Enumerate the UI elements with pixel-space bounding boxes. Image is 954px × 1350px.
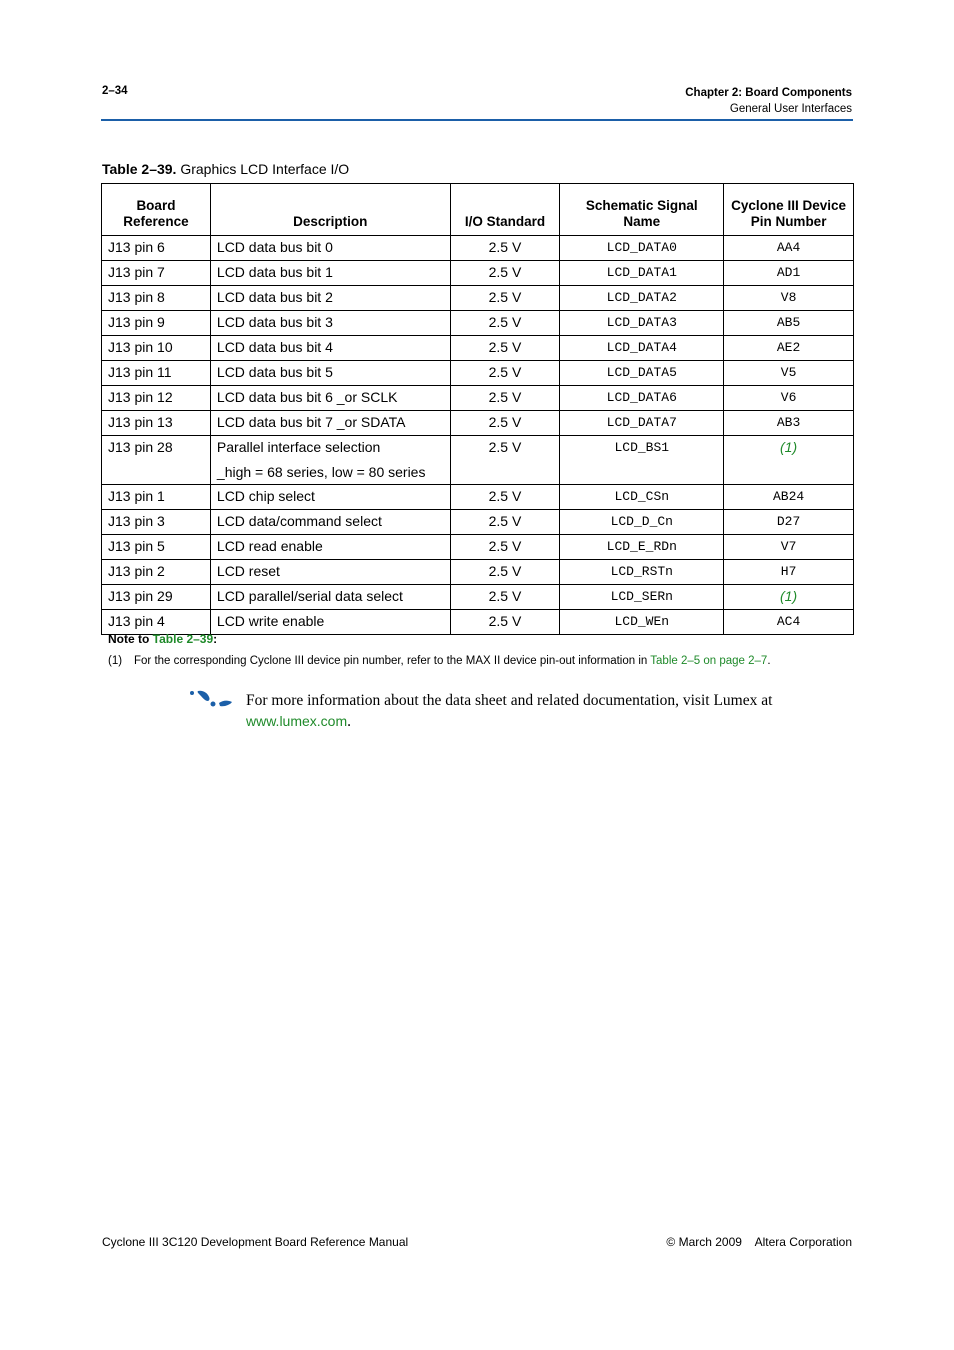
cell-io-standard: 2.5 V — [450, 236, 560, 261]
cell-board-reference: J13 pin 10 — [102, 336, 211, 361]
cell-pin-number: V6 — [724, 386, 854, 411]
table-row — [102, 510, 854, 535]
table-row — [102, 560, 854, 585]
table-row — [102, 236, 854, 261]
cell-pin-number: V8 — [724, 286, 854, 311]
cell-signal-name: LCD_DATA0 — [560, 236, 724, 261]
cell-pin-number: V5 — [724, 361, 854, 386]
table-row — [102, 286, 854, 311]
info-paragraph: For more information about the data sheet and related documentation, visit Lumex at www.lumex.com. — [246, 692, 773, 730]
cell-description: LCD data/command select — [210, 510, 450, 535]
table-row — [102, 436, 854, 485]
info-arrow-icon — [188, 690, 234, 708]
footer-copyright: © March 2009 Altera Corporation — [666, 1235, 852, 1249]
cell-pin-number[interactable]: (1) — [724, 436, 854, 485]
table-row — [102, 336, 854, 361]
cell-signal-name: LCD_D_Cn — [560, 510, 724, 535]
cell-board-reference: J13 pin 4 — [102, 610, 211, 635]
table-caption — [102, 161, 349, 177]
cell-board-reference: J13 pin 1 — [102, 485, 211, 510]
cell-board-reference: J13 pin 12 — [102, 386, 211, 411]
table-row — [102, 585, 854, 610]
table-2-5-link[interactable]: Table 2–5 on page 2–7 — [650, 655, 768, 667]
cell-io-standard: 2.5 V — [450, 411, 560, 436]
cell-io-standard: 2.5 V — [450, 610, 560, 635]
col-io-standard: I/O Standard — [450, 184, 560, 236]
cell-pin-number: AE2 — [724, 336, 854, 361]
cell-board-reference: J13 pin 9 — [102, 311, 211, 336]
cell-description: LCD data bus bit 0 — [210, 236, 450, 261]
cell-description: LCD data bus bit 4 — [210, 336, 450, 361]
table-row — [102, 485, 854, 510]
cell-io-standard: 2.5 V — [450, 510, 560, 535]
cell-pin-number: AD1 — [724, 261, 854, 286]
cell-pin-number: D27 — [724, 510, 854, 535]
cell-description: LCD reset — [210, 560, 450, 585]
lcd-io-table — [101, 183, 854, 635]
cell-io-standard: 2.5 V — [450, 386, 560, 411]
cell-io-standard: 2.5 V — [450, 535, 560, 560]
table-row — [102, 261, 854, 286]
footer-manual-title: Cyclone III 3C120 Development Board Reference Manual — [102, 1235, 409, 1249]
cell-io-standard: 2.5 V — [450, 436, 560, 485]
cell-board-reference: J13 pin 13 — [102, 411, 211, 436]
note-1: (1) For the corresponding Cyclone III device pin number, refer to the MAX II device pin-out information in Table 2–5 on page 2–7. — [108, 655, 771, 667]
cell-pin-number: AA4 — [724, 236, 854, 261]
cell-pin-number: H7 — [724, 560, 854, 585]
table-header-row — [102, 184, 854, 236]
cell-description: LCD data bus bit 7 _or SDATA — [210, 411, 450, 436]
notes-title: Note to Table 2–39: — [108, 632, 218, 646]
cell-description: LCD data bus bit 1 — [210, 261, 450, 286]
col-pin-number: Cyclone III Device Pin Number — [724, 184, 854, 236]
cell-signal-name: LCD_SERn — [560, 585, 724, 610]
chapter-title: Chapter 2: Board Components — [685, 87, 852, 99]
col-description: Description — [210, 184, 450, 236]
cell-signal-name: LCD_E_RDn — [560, 535, 724, 560]
table-row — [102, 361, 854, 386]
cell-board-reference: J13 pin 28 — [102, 436, 211, 485]
table-title: Graphics LCD Interface I/O — [180, 161, 350, 177]
cell-pin-number: AB3 — [724, 411, 854, 436]
cell-board-reference: J13 pin 2 — [102, 560, 211, 585]
section-title: General User Interfaces — [729, 103, 852, 115]
cell-signal-name: LCD_DATA7 — [560, 411, 724, 436]
header-rule — [101, 119, 853, 121]
table-row — [102, 411, 854, 436]
cell-signal-name: LCD_DATA1 — [560, 261, 724, 286]
cell-io-standard: 2.5 V — [450, 361, 560, 386]
lumex-link[interactable]: www.lumex.com — [246, 713, 348, 729]
cell-description: Parallel interface selection _high = 68 series, low = 80 series — [210, 436, 450, 485]
cell-io-standard: 2.5 V — [450, 336, 560, 361]
cell-io-standard: 2.5 V — [450, 485, 560, 510]
cell-board-reference: J13 pin 8 — [102, 286, 211, 311]
cell-description: LCD data bus bit 5 — [210, 361, 450, 386]
cell-io-standard: 2.5 V — [450, 560, 560, 585]
table-number: Table 2–39. — [102, 161, 177, 177]
cell-description: LCD parallel/serial data select — [210, 585, 450, 610]
cell-signal-name: LCD_DATA6 — [560, 386, 724, 411]
cell-description: LCD data bus bit 6 _or SCLK — [210, 386, 450, 411]
cell-description: LCD chip select — [210, 485, 450, 510]
table-body — [102, 236, 854, 635]
table-link[interactable]: Table 2–39 — [152, 632, 214, 646]
note-marker: (1) — [108, 655, 123, 667]
cell-description: LCD data bus bit 3 — [210, 311, 450, 336]
cell-io-standard: 2.5 V — [450, 585, 560, 610]
cell-board-reference: J13 pin 3 — [102, 510, 211, 535]
cell-io-standard: 2.5 V — [450, 311, 560, 336]
cell-pin-number: AC4 — [724, 610, 854, 635]
cell-io-standard: 2.5 V — [450, 286, 560, 311]
running-header — [685, 85, 852, 117]
cell-board-reference: J13 pin 5 — [102, 535, 211, 560]
table-row — [102, 535, 854, 560]
cell-board-reference: J13 pin 11 — [102, 361, 211, 386]
cell-board-reference: J13 pin 6 — [102, 236, 211, 261]
cell-board-reference: J13 pin 29 — [102, 585, 211, 610]
cell-signal-name: LCD_DATA4 — [560, 336, 724, 361]
cell-signal-name: LCD_DATA2 — [560, 286, 724, 311]
cell-io-standard: 2.5 V — [450, 261, 560, 286]
cell-description: LCD read enable — [210, 535, 450, 560]
cell-signal-name: LCD_DATA5 — [560, 361, 724, 386]
table-row — [102, 311, 854, 336]
cell-description: LCD write enable — [210, 610, 450, 635]
page-number: 2–34 — [102, 85, 128, 97]
cell-signal-name: LCD_RSTn — [560, 560, 724, 585]
cell-signal-name: LCD_BS1 — [560, 436, 724, 485]
cell-description: LCD data bus bit 2 — [210, 286, 450, 311]
col-signal-name: Schematic Signal Name — [560, 184, 724, 236]
cell-pin-number[interactable]: (1) — [724, 585, 854, 610]
cell-pin-number: V7 — [724, 535, 854, 560]
table-row — [102, 386, 854, 411]
col-board-reference: Board Reference — [102, 184, 211, 236]
cell-signal-name: LCD_DATA3 — [560, 311, 724, 336]
cell-signal-name: LCD_WEn — [560, 610, 724, 635]
cell-pin-number: AB5 — [724, 311, 854, 336]
cell-signal-name: LCD_CSn — [560, 485, 724, 510]
cell-board-reference: J13 pin 7 — [102, 261, 211, 286]
table-row — [102, 610, 854, 635]
cell-pin-number: AB24 — [724, 485, 854, 510]
